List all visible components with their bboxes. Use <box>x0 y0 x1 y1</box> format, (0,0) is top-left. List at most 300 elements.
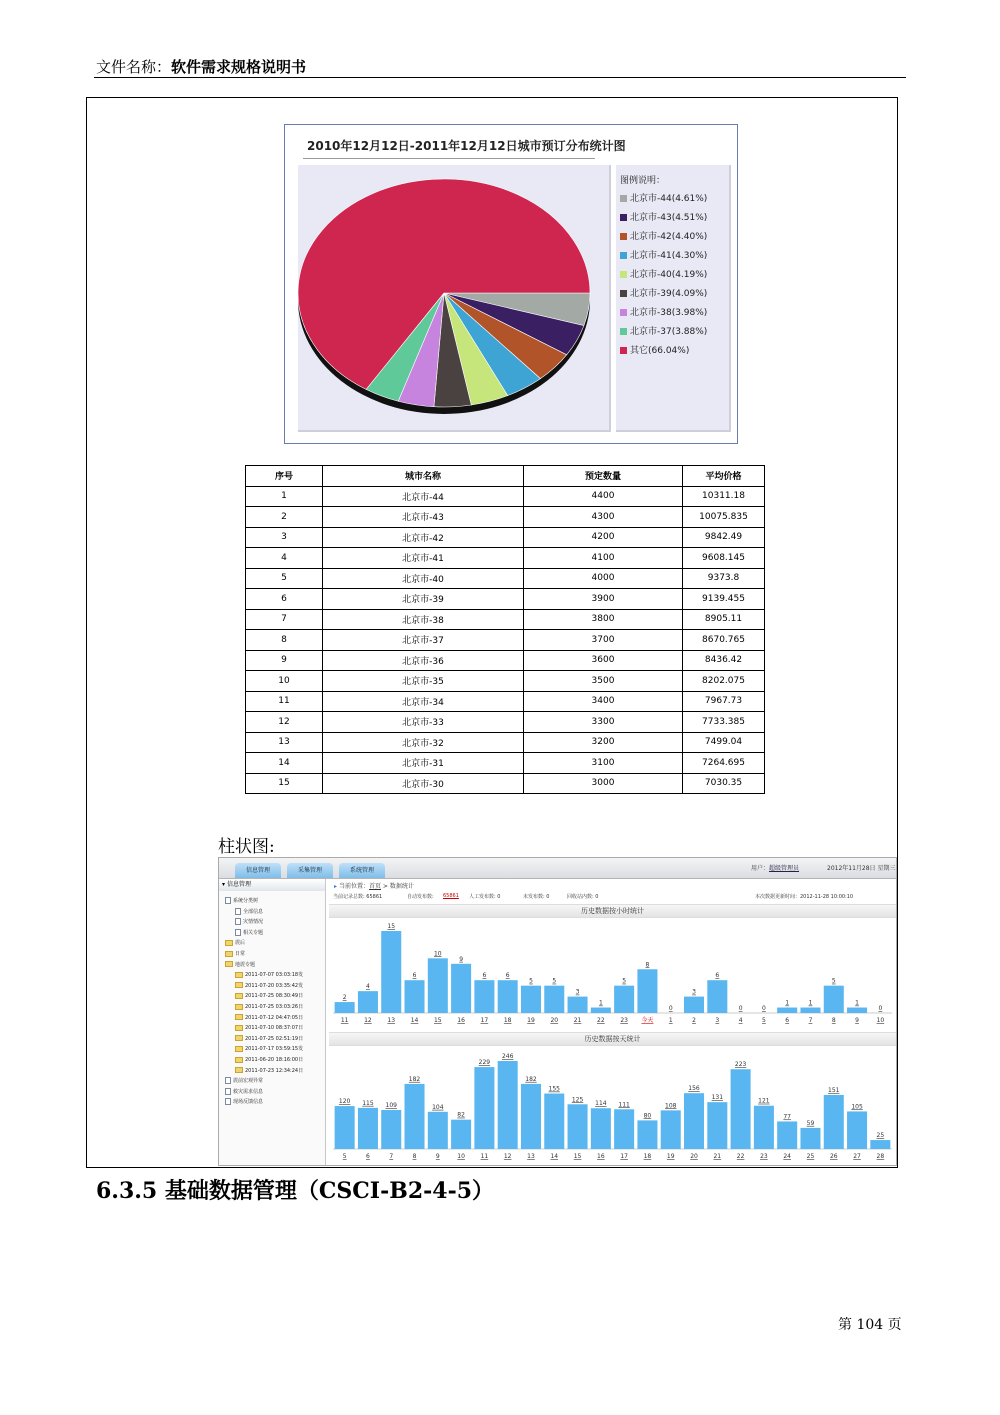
user-name-link[interactable]: 超级管理员 <box>769 865 800 872</box>
document-icon <box>225 1077 231 1084</box>
hourly-tick-label: 14 <box>410 1017 419 1024</box>
cell-city: 北京市-35 <box>323 671 524 692</box>
hourly-value-label: 1 <box>598 999 603 1007</box>
legend-swatch <box>620 328 627 335</box>
tree-item-label: 全部信息 <box>243 908 264 915</box>
daily-value-label: 182 <box>408 1075 421 1083</box>
hourly-tick-label: 18 <box>503 1017 512 1024</box>
daily-value-label: 246 <box>501 1053 514 1060</box>
cell-index: 10 <box>246 671 323 692</box>
hourly-value-label: 6 <box>482 972 487 980</box>
cell-count: 4100 <box>524 548 683 569</box>
tree-item[interactable] <box>225 1098 263 1105</box>
cell-index: 11 <box>246 691 323 712</box>
daily-tick-label: 22 <box>736 1153 745 1160</box>
cell-city: 北京市-41 <box>323 548 524 569</box>
tree-item[interactable] <box>225 1077 263 1084</box>
daily-bar <box>498 1061 518 1149</box>
tree-item[interactable] <box>235 1035 303 1042</box>
cell-city: 北京市-30 <box>323 773 524 794</box>
cell-index: 2 <box>246 507 323 528</box>
cell-index: 12 <box>246 712 323 733</box>
cell-city: 北京市-44 <box>323 486 524 507</box>
hourly-tick-label: 8 <box>831 1017 836 1024</box>
daily-tick-label: 18 <box>643 1153 652 1160</box>
daily-bar <box>591 1108 611 1149</box>
hourly-bar <box>637 969 657 1013</box>
hourly-value-label: 3 <box>692 988 696 996</box>
folder-icon <box>235 982 243 988</box>
hourly-tick-label: 6 <box>785 1017 790 1024</box>
daily-tick-label: 12 <box>503 1153 512 1160</box>
cell-city: 北京市-43 <box>323 507 524 528</box>
daily-tick-label: 26 <box>829 1153 838 1160</box>
hourly-tick-label: 15 <box>433 1017 442 1024</box>
daily-value-label: 59 <box>806 1119 815 1127</box>
legend-item <box>620 210 707 223</box>
cell-count: 4300 <box>524 507 683 528</box>
doc-label: 文件名称： <box>96 58 172 76</box>
cell-price: 7030.35 <box>683 773 765 794</box>
tree-item[interactable] <box>225 950 245 957</box>
tree-item-label: 2011-07-12 04:47:05日 <box>245 1014 304 1021</box>
tree-item-label: 2011-07-07 03:03:18发 <box>245 972 304 979</box>
daily-bar <box>358 1108 378 1149</box>
tree-item-label: 现场反馈信息 <box>233 1099 264 1106</box>
daily-tick-label: 7 <box>389 1153 394 1160</box>
hourly-bar <box>544 986 564 1013</box>
legend-label: 北京市-42(4.40%) <box>630 232 708 242</box>
pie-chart-panel <box>284 124 738 444</box>
document-icon <box>225 1088 231 1095</box>
folder-icon <box>225 940 233 946</box>
daily-bar <box>684 1093 704 1149</box>
hourly-bar-chart <box>329 917 896 1027</box>
tree-item[interactable] <box>235 1067 303 1074</box>
daily-tick-label: 19 <box>666 1153 675 1160</box>
hourly-tick-label: 19 <box>527 1017 535 1024</box>
folder-icon <box>235 993 243 999</box>
table-row <box>246 507 765 528</box>
cell-city: 北京市-38 <box>323 609 524 630</box>
col-header-index: 序号 <box>246 466 323 487</box>
hourly-bar <box>614 986 634 1013</box>
cell-count: 3300 <box>524 712 683 733</box>
cell-count: 3400 <box>524 691 683 712</box>
daily-bar <box>707 1102 727 1149</box>
document-icon <box>235 929 241 936</box>
cell-price: 8436.42 <box>683 650 765 671</box>
daily-value-label: 82 <box>457 1111 465 1119</box>
cell-index: 1 <box>246 486 323 507</box>
cell-index: 4 <box>246 548 323 569</box>
daily-value-label: 115 <box>362 1099 374 1107</box>
folder-icon <box>235 1057 243 1063</box>
daily-tick-label: 20 <box>690 1153 698 1160</box>
hourly-tick-label: 10 <box>876 1017 885 1024</box>
tree-item-label: 相关专题 <box>243 929 264 936</box>
cell-price: 9608.145 <box>683 548 765 569</box>
folder-icon <box>235 1004 243 1010</box>
tree-item-label: 2011-07-25 03:03:26日 <box>245 1004 304 1010</box>
hourly-value-label: 0 <box>878 1005 883 1012</box>
hourly-bar <box>381 931 401 1013</box>
cell-index: 6 <box>246 589 323 610</box>
hourly-bar <box>847 1008 867 1013</box>
hourly-tick-label: 17 <box>480 1017 489 1024</box>
cell-count: 3100 <box>524 753 683 774</box>
hourly-value-label: 1 <box>808 999 813 1007</box>
folder-icon <box>225 951 233 957</box>
hourly-value-label: 6 <box>715 972 720 980</box>
hourly-value-label: 3 <box>575 988 580 996</box>
cell-city: 北京市-40 <box>323 568 524 589</box>
folder-icon <box>235 972 243 978</box>
cell-city: 北京市-39 <box>323 589 524 610</box>
tree-item-label: 2011-07-17 03:59:15发 <box>245 1046 304 1053</box>
daily-value-label: 151 <box>828 1086 840 1094</box>
section-heading: 6.3.5 基础数据管理（CSCI-B2-4-5） <box>96 1178 495 1204</box>
legend-label: 北京市-40(4.19%) <box>630 270 708 280</box>
daily-value-label: 114 <box>595 1100 607 1108</box>
folder-icon <box>235 1014 243 1020</box>
hourly-value-label: 5 <box>622 977 627 985</box>
cell-count: 3200 <box>524 732 683 753</box>
daily-tick-label: 24 <box>783 1153 792 1160</box>
daily-bar <box>614 1109 634 1149</box>
hourly-bar <box>335 1002 355 1013</box>
daily-value-label: 80 <box>643 1112 652 1120</box>
tree-item-label: 灾情情况 <box>243 919 264 926</box>
daily-tick-label: 21 <box>713 1153 722 1160</box>
daily-value-label: 104 <box>432 1103 444 1111</box>
cell-city: 北京市-32 <box>323 732 524 753</box>
cell-index: 7 <box>246 609 323 630</box>
collapse-icon[interactable]: ▾ <box>222 881 226 888</box>
hourly-bar <box>358 991 378 1013</box>
hourly-value-label: 5 <box>552 977 557 985</box>
hourly-bar <box>405 980 425 1013</box>
page-number: 第 104 页 <box>838 1317 902 1333</box>
tree-item[interactable] <box>235 971 303 978</box>
legend-swatch <box>620 214 627 221</box>
daily-value-label: 131 <box>711 1094 724 1102</box>
cell-price: 9842.49 <box>683 527 765 548</box>
cell-price: 10075.835 <box>683 507 765 528</box>
legend-swatch <box>620 290 627 297</box>
breadcrumb-home-link[interactable]: 首页 <box>368 883 381 890</box>
legend-swatch <box>620 252 627 259</box>
legend-swatch <box>620 309 627 316</box>
table-row <box>246 589 765 610</box>
daily-bar <box>637 1120 657 1149</box>
daily-tick-label: 17 <box>620 1153 628 1160</box>
hourly-tick-label: 12 <box>364 1017 372 1024</box>
update-time: 本次数据更新时间：2012-11-28 10:00:10 <box>755 894 854 900</box>
legend-item <box>620 343 689 356</box>
hourly-value-label: 8 <box>645 961 650 969</box>
hourly-value-label: 0 <box>738 1005 743 1012</box>
pie-legend <box>616 165 731 432</box>
daily-bar <box>335 1106 355 1149</box>
tree-item[interactable] <box>235 918 263 925</box>
tab-info-management[interactable]: 信息管理 <box>235 863 281 878</box>
daily-value-label: 120 <box>338 1098 351 1106</box>
hourly-tick-label: 4 <box>738 1017 743 1024</box>
hourly-value-label: 9 <box>459 955 464 963</box>
cell-index: 14 <box>246 753 323 774</box>
daily-value-label: 77 <box>783 1113 792 1121</box>
tree-item[interactable] <box>235 1024 303 1031</box>
hourly-value-label: 15 <box>387 923 396 930</box>
daily-value-label: 25 <box>876 1132 885 1140</box>
tree-item[interactable] <box>235 1014 303 1021</box>
document-icon <box>235 918 241 925</box>
daily-bar-chart <box>329 1045 896 1163</box>
daily-bar <box>777 1121 797 1149</box>
hourly-value-label: 1 <box>855 999 859 1007</box>
tree-item-label: 日常 <box>235 951 246 957</box>
legend-label: 北京市-39(4.09%) <box>630 289 708 299</box>
legend-swatch <box>620 347 627 354</box>
col-header-price: 平均价格 <box>683 466 765 487</box>
cell-price: 7733.385 <box>683 712 765 733</box>
header-rule <box>94 77 906 78</box>
hourly-value-label: 2 <box>342 994 347 1002</box>
tree-item[interactable] <box>225 939 245 946</box>
daily-tick-label: 6 <box>366 1153 370 1160</box>
daily-tick-label: 5 <box>342 1153 347 1160</box>
stats-bar <box>329 893 896 902</box>
table-row <box>246 691 765 712</box>
cell-price: 8905.11 <box>683 609 765 630</box>
daily-value-label: 156 <box>688 1085 700 1093</box>
legend-title: 图例说明： <box>620 176 666 186</box>
cell-index: 13 <box>246 732 323 753</box>
bar-chart-caption: 柱状图: <box>218 837 275 857</box>
auto-count-label: 自动发布数: <box>407 894 434 900</box>
hourly-bar <box>474 980 494 1013</box>
cell-city: 北京市-34 <box>323 691 524 712</box>
hourly-value-label: 6 <box>412 972 417 980</box>
daily-tick-label: 15 <box>573 1153 582 1160</box>
cell-city: 北京市-31 <box>323 753 524 774</box>
daily-bar <box>521 1084 541 1149</box>
legend-swatch <box>620 271 627 278</box>
tree-item-label: 地震专题 <box>235 961 256 968</box>
legend-item <box>620 191 707 204</box>
pie-title-rule <box>303 158 595 159</box>
hourly-tick-label: 7 <box>808 1017 813 1024</box>
tree-item[interactable] <box>235 1045 303 1052</box>
breadcrumb-arrow-icon: ▸ <box>334 883 338 890</box>
total-count: 当前记录总数: 65861 <box>333 894 383 900</box>
table-row <box>246 650 765 671</box>
hourly-value-label: 1 <box>785 999 790 1007</box>
daily-bar <box>544 1094 564 1149</box>
tree-item-label: 2011-07-10 08:37:07日 <box>245 1025 304 1032</box>
daily-bar <box>568 1104 588 1149</box>
table-row <box>246 773 765 794</box>
tree-item-label: 震前宏观异常 <box>233 1078 264 1085</box>
cell-index: 9 <box>246 650 323 671</box>
legend-item <box>620 305 707 318</box>
hourly-tick-label: 9 <box>855 1017 859 1024</box>
tab-collection-management[interactable]: 采集管理 <box>287 863 333 878</box>
legend-label: 其它(66.04%) <box>630 346 690 356</box>
daily-bar <box>428 1112 448 1149</box>
legend-label: 北京市-44(4.61%) <box>630 194 708 204</box>
cell-index: 15 <box>246 773 323 794</box>
tree-item[interactable] <box>225 1088 263 1095</box>
tree-item[interactable] <box>225 961 255 968</box>
sidebar-header <box>219 879 325 891</box>
daily-bar <box>847 1111 867 1149</box>
legend-label: 北京市-41(4.30%) <box>630 251 708 261</box>
hourly-bar <box>428 958 448 1013</box>
breadcrumb-current: > 数据统计 <box>382 883 414 890</box>
daily-chart-title: 历史数据按天统计 <box>329 1032 896 1046</box>
cell-price: 10311.18 <box>683 486 765 507</box>
hourly-bar <box>451 964 471 1013</box>
daily-tick-label: 9 <box>435 1153 440 1160</box>
daily-value-label: 105 <box>851 1103 863 1111</box>
stats-app-window <box>218 857 897 1166</box>
legend-item <box>620 267 707 280</box>
cell-price: 7499.04 <box>683 732 765 753</box>
daily-tick-label: 16 <box>597 1153 605 1160</box>
user-label: 用户： <box>751 865 770 872</box>
folder-icon <box>225 961 233 967</box>
tree-item[interactable] <box>225 897 258 904</box>
document-icon <box>235 908 241 915</box>
cell-price: 9139.455 <box>683 589 765 610</box>
tree-item-label: 救灾需求信息 <box>233 1088 264 1095</box>
cell-index: 3 <box>246 527 323 548</box>
tree-item[interactable] <box>235 929 263 936</box>
hourly-value-label: 5 <box>831 977 836 985</box>
daily-value-label: 125 <box>571 1096 584 1104</box>
legend-label: 北京市-38(3.98%) <box>630 308 708 318</box>
daily-tick-label: 13 <box>527 1153 535 1160</box>
current-datetime: 2012年11月28日 星期三 <box>827 865 896 872</box>
booking-table <box>245 465 765 794</box>
cell-city: 北京市-36 <box>323 650 524 671</box>
hourly-bar <box>498 980 518 1013</box>
hourly-tick-label: 3 <box>715 1017 720 1024</box>
daily-bar <box>824 1095 844 1149</box>
hourly-value-label: 0 <box>668 1005 673 1012</box>
cell-city: 北京市-33 <box>323 712 524 733</box>
daily-bar <box>451 1120 471 1149</box>
daily-tick-label: 23 <box>760 1153 768 1160</box>
breadcrumb-prefix: 当前位置： <box>338 883 369 890</box>
daily-tick-label: 14 <box>550 1153 559 1160</box>
tree-item[interactable] <box>235 982 303 989</box>
hourly-bar <box>568 997 588 1013</box>
daily-bar <box>381 1110 401 1149</box>
cell-count: 3800 <box>524 609 683 630</box>
daily-tick-label: 28 <box>876 1153 885 1160</box>
tree-item[interactable] <box>235 992 303 999</box>
cell-price: 7967.73 <box>683 691 765 712</box>
hourly-bar <box>800 1008 820 1013</box>
hourly-chart-title: 历史数据按小时统计 <box>329 904 896 918</box>
hourly-value-label: 5 <box>529 977 533 985</box>
hourly-bar <box>684 997 704 1013</box>
folder-icon <box>235 1067 243 1073</box>
hourly-bar <box>521 986 541 1013</box>
cell-count: 3700 <box>524 630 683 651</box>
legend-label: 北京市-43(4.51%) <box>630 213 708 223</box>
sidebar <box>219 879 326 1165</box>
tree-item-label: 2011-07-25 02:51:19日 <box>245 1035 304 1042</box>
legend-swatch <box>620 233 627 240</box>
table-row <box>246 753 765 774</box>
tree-item-label: 2011-07-20 03:35:42发 <box>245 982 304 989</box>
daily-value-label: 109 <box>385 1102 397 1110</box>
hourly-tick-label: 今天 <box>641 1017 654 1024</box>
hourly-value-label: 4 <box>366 983 370 991</box>
daily-value-label: 111 <box>618 1101 630 1109</box>
auto-count-link[interactable]: 65861 <box>443 893 459 899</box>
tab-system-management[interactable]: 系统管理 <box>339 863 385 878</box>
daily-tick-label: 8 <box>412 1153 417 1160</box>
table-row <box>246 630 765 651</box>
tree-item[interactable] <box>235 908 263 915</box>
pie-chart-title: 2010年12月12日-2011年12月12日城市预订分布统计图 <box>307 139 626 153</box>
table-row <box>246 712 765 733</box>
hourly-value-label: 10 <box>433 950 442 958</box>
breadcrumb <box>334 881 414 890</box>
legend-item <box>620 286 707 299</box>
hourly-tick-label: 13 <box>387 1017 396 1024</box>
manual-count: 人工发布数: 0 <box>469 894 501 900</box>
tree-item-label: 系统分类树 <box>233 898 259 904</box>
daily-value-label: 229 <box>478 1059 491 1067</box>
table-body <box>246 486 765 794</box>
table-row <box>246 568 765 589</box>
tree-item-label: 2011-07-25 08:30:49日 <box>245 993 304 1000</box>
daily-bar <box>800 1128 820 1149</box>
cell-price: 8202.075 <box>683 671 765 692</box>
user-info <box>751 863 799 872</box>
table-row <box>246 732 765 753</box>
hourly-bar <box>777 1008 797 1013</box>
sidebar-title: 信息管理 <box>226 881 251 888</box>
tree-item[interactable] <box>235 1003 303 1010</box>
hourly-tick-label: 1 <box>668 1017 673 1024</box>
tree-item[interactable] <box>235 1056 303 1063</box>
folder-icon <box>235 1046 243 1052</box>
col-header-count: 预定数量 <box>524 466 683 487</box>
document-icon <box>225 1098 231 1105</box>
daily-bar <box>474 1067 494 1149</box>
daily-value-label: 108 <box>665 1102 677 1110</box>
col-header-city: 城市名称 <box>323 466 524 487</box>
hourly-tick-label: 5 <box>761 1017 766 1024</box>
legend-item <box>620 324 707 337</box>
cell-city: 北京市-42 <box>323 527 524 548</box>
daily-value-label: 223 <box>734 1061 747 1069</box>
hourly-bar <box>707 980 727 1013</box>
hourly-tick-label: 16 <box>457 1017 465 1024</box>
table-header-row <box>246 466 765 487</box>
hourly-tick-label: 2 <box>692 1017 696 1024</box>
hourly-tick-label: 22 <box>597 1017 605 1024</box>
cell-count: 3500 <box>524 671 683 692</box>
cell-city: 北京市-37 <box>323 630 524 651</box>
